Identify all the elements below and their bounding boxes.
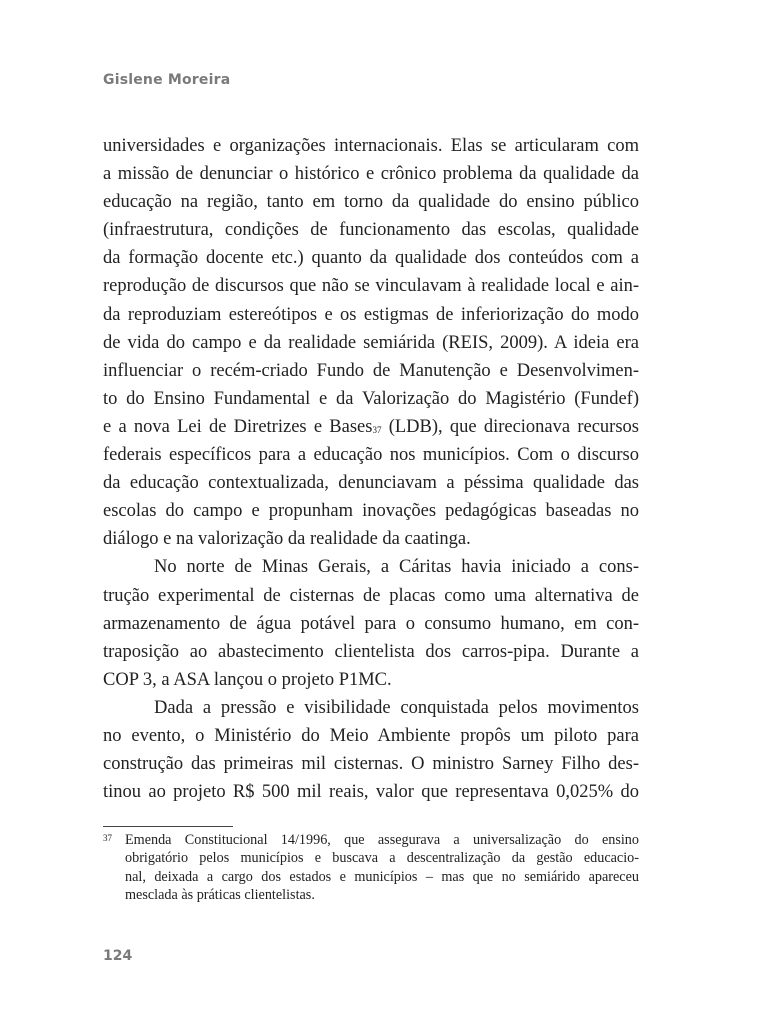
paragraph-first-line: No norte de Minas Gerais, a Cáritas havia iniciado a cons- <box>154 557 639 578</box>
text-line: diálogo e na valorização da realidade da caatinga. <box>103 529 471 550</box>
text-line: traposição ao abastecimento clientelista dos carros-pipa. Durante a <box>103 641 639 662</box>
text-line: (infraestrutura, condições de funcionamento das escolas, qualidade <box>103 220 639 241</box>
text-line: armazenamento de água potável para o consumo humano, em con- <box>103 613 639 634</box>
text-line: de vida do campo e da realidade semiárida (REIS, 2009). A ideia era <box>103 332 639 353</box>
text-line-with-footnote-ref <box>103 413 639 441</box>
footnote-reference[interactable]: 37 <box>372 424 382 435</box>
page-number: 124 <box>103 948 133 964</box>
footnote-line: Emenda Constitucional 14/1996, que assegurava a universalização do ensino <box>125 832 639 848</box>
text-segment: (LDB), que direcionava recursos <box>381 416 639 437</box>
text-line: da reproduziam estereótipos e os estigmas de inferiorização do modo <box>103 304 639 325</box>
footnote <box>103 831 639 905</box>
text-segment: e a nova Lei de Diretrizes e Bases <box>103 416 373 437</box>
footnote-line: obrigatório pelos municípios e buscava a descentralização da gestão educacio- <box>125 850 639 867</box>
text-line: escolas do campo e propunham inovações pedagógicas baseadas no <box>103 501 639 522</box>
text-line: tinou ao projeto R$ 500 mil reais, valor que representava 0,025% do <box>103 782 639 803</box>
footnote-divider <box>103 826 233 827</box>
text-line: no evento, o Ministério do Meio Ambiente propôs um piloto para <box>103 725 639 746</box>
text-line: universidades e organizações internacionais. Elas se articularam com <box>103 136 639 156</box>
text-line: federais específicos para a educação nos municípios. Com o discurso <box>103 445 639 466</box>
text-line: educação na região, tanto em torno da qualidade do ensino público <box>103 192 639 213</box>
footnote-line: mesclada às práticas clientelistas. <box>125 887 315 904</box>
running-head: Gislene Moreira <box>103 72 231 88</box>
text-line: trução experimental de cisternas de placas como uma alternativa de <box>103 585 639 606</box>
footnote-number: 37 <box>103 833 112 843</box>
text-line: da formação docente etc.) quanto da qualidade dos conteúdos com a <box>103 248 639 269</box>
text-line: reprodução de discursos que não se vinculavam à realidade local e ain- <box>103 276 639 297</box>
text-line: da educação contextualizada, denunciavam a péssima qualidade das <box>103 473 639 494</box>
footnote-line: nal, deixada a cargo dos estados e municípios – mas que no semiárido apareceu <box>125 868 639 885</box>
text-line: influenciar o recém-criado Fundo de Manutenção e Desenvolvimen- <box>103 360 639 381</box>
paragraph-first-line: Dada a pressão e visibilidade conquistada pelos movimentos <box>154 697 639 718</box>
text-line: COP 3, a ASA lançou o projeto P1MC. <box>103 669 392 690</box>
text-line: construção das primeiras mil cisternas. O ministro Sarney Filho des- <box>103 754 639 775</box>
text-line: a missão de denunciar o histórico e crônico problema da qualidade da <box>103 164 639 185</box>
footnote-text <box>125 831 639 905</box>
text-line: to do Ensino Fundamental e da Valorização do Magistério (Fundef) <box>103 388 639 409</box>
main-text <box>103 132 639 806</box>
